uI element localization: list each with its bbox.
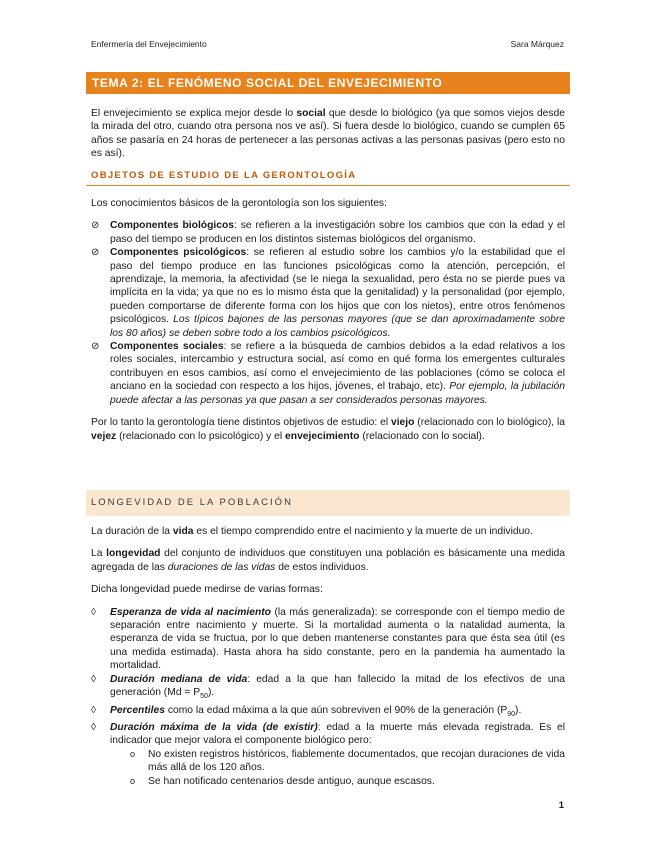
intro-paragraph: El envejecimiento se explica mejor desde lo social que desde lo biológico (ya que somos viejos desde la mirada del otro, cuando otra persona nos ve así). Si fuera desde lo biológico, cuando se cumplen 65 años se pasaría en 24 horas de pertenecer a las personas activas a las personas pasivas (pero esto no es así). <box>91 108 565 160</box>
paragraph-longevidad: La longevidad del conjunto de individuos que constituyen una población es básicamente una medida agregada de las duraciones de las vidas de estos individuos. <box>91 548 565 573</box>
chapter-title: TEMA 2: EL FENÓMENO SOCIAL DEL ENVEJECIMIENTO <box>86 72 570 94</box>
header-left: Enfermería del Envejecimiento <box>91 39 207 49</box>
header-right: Sara Márquez <box>510 39 564 49</box>
section2-body <box>91 525 565 788</box>
section1-lead: Los conocimientos básicos de la gerontología son los siguientes: <box>91 198 387 209</box>
sub-list-item: o Se han notificado centenarios desde antiguo, aunque escasos. <box>130 775 435 787</box>
sub-list-item: o No existen registros históricos, fiablemente documentados, que recojan duraciones de vida más allá de los 120 años. <box>130 748 565 774</box>
paragraph-formas: Dicha longevidad puede medirse de varias formas: <box>91 584 323 596</box>
list-item: ⊘ Componentes sociales: se refiere a la búsqueda de cambios debidos a la edad relativos a los roles sociales, intercambio y estructura social, así como en qué forma los emergentes culturales contribuyen en esos cambios, así como el envejecimiento de las poblaciones (cómo se coloca el anciano en la sociedad con respecto a los hijos, jóvenes, el trabajo, etc). Por ejemplo, la jubilación puede afectar a las personas ya que pasan a ser considerados personas mayores. <box>91 341 566 406</box>
list-item: ⊘ Componentes biológicos: se refieren a la investigación sobre los cambios que con la edad y el paso del tiempo se producen en los distintos sistemas biológicos del organismo. <box>91 220 565 245</box>
list-item: ◊ Duración mediana de vida: edad a la que han fallecido la mitad de los efectivos de una generación $(Md = P_{50})$. <box>91 673 565 701</box>
circle-bullet: o <box>130 775 136 786</box>
section1-body <box>91 197 565 443</box>
bullet-marker: ⊘ <box>91 220 100 232</box>
diamond-bullet: ◊ <box>91 673 96 685</box>
paragraph-vida: La duración de la vida es el tiempo comprendido entre el nacimiento y la muerte de un individuo. <box>91 526 533 537</box>
bullet-marker: ⊘ <box>91 247 100 259</box>
section-heading-gerontologia: OBJETOS DE ESTUDIO DE LA GERONTOLOGÍA <box>86 166 570 186</box>
bullet-marker: ⊘ <box>91 341 100 353</box>
list-item: ◊ Duración máxima de la vida (de existir): edad a la muerte más elevada registrada. Es el indicador que mejor valora el componente biológico pero: <box>91 721 565 747</box>
list-item: ⊘ Componentes psicológicos: se refieren al estudio sobre los cambios y/o la estabilidad que el paso del tiempo produce en las funciones psicológicas como la atención, percepción, el aprendizaje, la memoria, la afectividad (se le niega la sexualidad, pero ésta no se pierde pues va implícita en la vida; ya que no es lo mismo ésta que la genitalidad) y la personalidad (por ejemplo, pueden comportarse de diferente forma con los hijos que con los nietos), entre otros fenómenos psicológicos. Los típicos bajones de las personas mayores (que se dan aproximadamente sobre los 80 años) se deben sobre todo a los cambios psicológicos. <box>91 247 566 339</box>
circle-bullet: o <box>130 748 136 759</box>
diamond-bullet: ◊ <box>91 606 96 618</box>
list-item: ◊ Percentiles como la edad máxima a la que aún sobreviven el 90% de la generación $(P_{90})$. <box>91 704 522 718</box>
section1-conclusion: Por lo tanto la gerontología tiene distintos objetivos de estudio: el viejo (relacionado con lo biológico), la vejez (relacionado con lo psicológico) y el envejecimiento (relacionado con lo social). <box>91 417 565 442</box>
list-item: ◊ Esperanza de vida al nacimiento (la más generalizada): se corresponde con el tiempo medio de separación entre nacimiento y muerte. Si la mortalidad aumenta o la natalidad aumenta, la esperanza de vida se fructua, por lo que deben mantenerse constantes para que ésta sea útil (es una medida estimada). Hasta ahora ha sido constante, pero en la pandemia ha aumentado la mortalidad. <box>91 606 565 672</box>
page-number: 1 <box>558 800 564 811</box>
diamond-bullet: ◊ <box>91 704 96 716</box>
section-heading-longevidad: LONGEVIDAD DE LA POBLACIÓN <box>86 490 570 516</box>
diamond-bullet: ◊ <box>91 721 96 733</box>
